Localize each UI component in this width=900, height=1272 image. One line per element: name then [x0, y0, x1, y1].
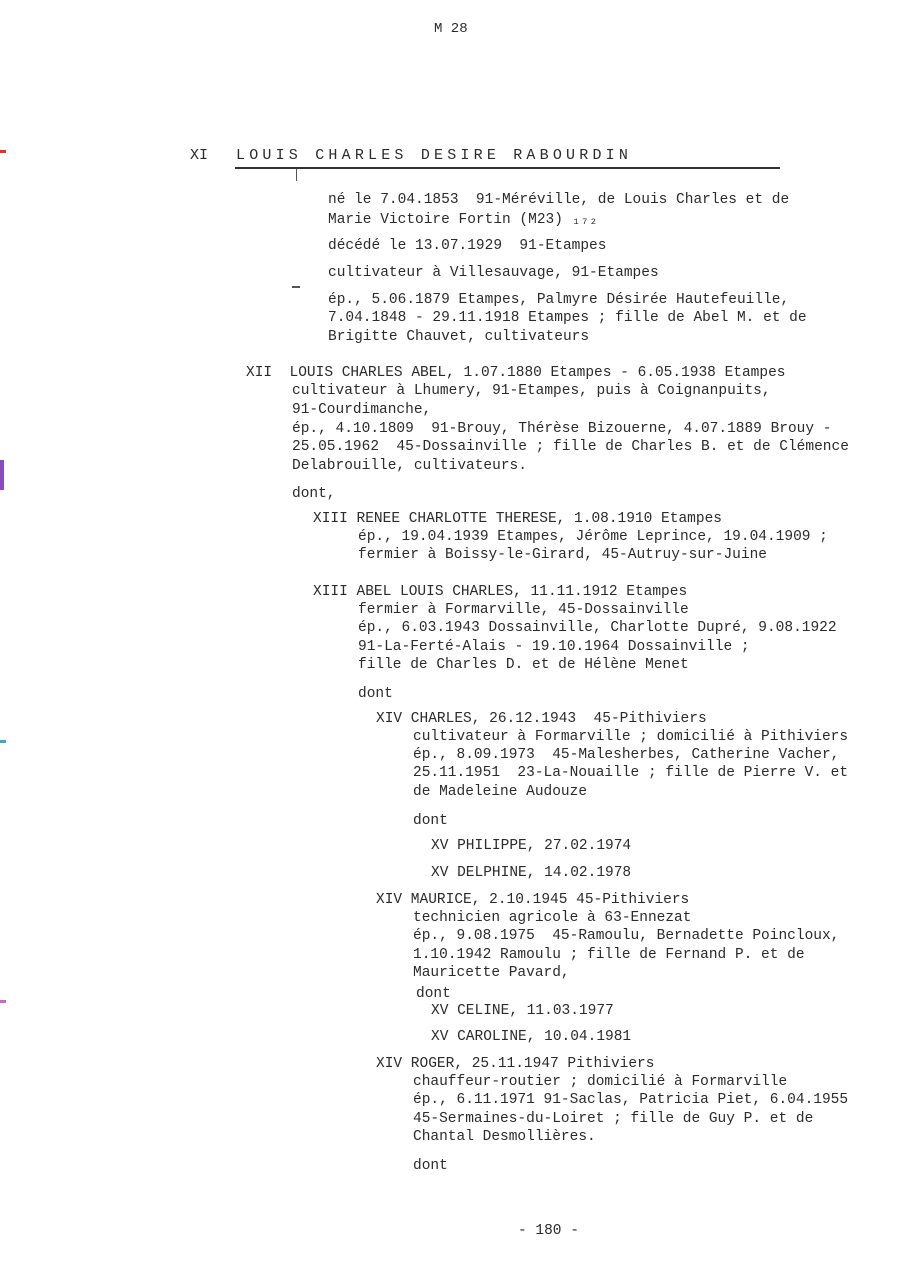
text-line: XIV MAURICE, 2.10.1945 45-Pithiviers [376, 892, 690, 908]
text-line: XII LOUIS CHARLES ABEL, 1.07.1880 Etampes - 6.05.1938 Etampes [246, 365, 786, 381]
text-line: Marie Victoire Fortin (M23) ₁₇₂ [328, 212, 598, 228]
text-line: 25.11.1951 23-La-Nouaille ; fille de Pierre V. et [413, 765, 849, 781]
text-line: dont, [292, 486, 336, 502]
text-line: fermier à Boissy-le-Girard, 45-Autruy-sur-Juine [358, 547, 767, 563]
child-entry: XV PHILIPPE, 27.02.1974 [431, 838, 632, 854]
text-line: Chantal Desmollières. [413, 1129, 596, 1145]
text-line: ép., 19.04.1939 Etampes, Jérôme Leprince, 19.04.1909 ; [358, 529, 828, 545]
text-line: ép., 5.06.1879 Etampes, Palmyre Désirée Hautefeuille, [328, 292, 790, 308]
text-line: dont [416, 986, 451, 1002]
text-line: fermier à Formarville, 45-Dossainville [358, 602, 689, 618]
text-line: décédé le 13.07.1929 91-Etampes [328, 238, 607, 254]
title-tick [296, 169, 297, 181]
scan-artifact [0, 150, 6, 153]
text-line: 91-Courdimanche, [292, 402, 432, 418]
text-line: 45-Sermaines-du-Loiret ; fille de Guy P. et de [413, 1111, 814, 1127]
text-line: Delabrouille, cultivateurs. [292, 458, 527, 474]
scan-artifact [0, 1000, 6, 1003]
child-entry: XV CAROLINE, 10.04.1981 [431, 1029, 632, 1045]
text-line: XIII ABEL LOUIS CHARLES, 11.11.1912 Etampes [313, 584, 688, 600]
page-number: - 180 - [518, 1223, 579, 1239]
scan-artifact [0, 460, 4, 490]
text-line: chauffeur-routier ; domicilié à Formarville [413, 1074, 788, 1090]
title-underline [235, 167, 780, 169]
person-title: LOUIS CHARLES DESIRE RABOURDIN [236, 147, 633, 164]
text-line: né le 7.04.1853 91-Méréville, de Louis Charles et de [328, 192, 790, 208]
text-line: cultivateur à Lhumery, 91-Etampes, puis à Coignanpuits, [292, 383, 771, 399]
text-line: dont [413, 813, 448, 829]
text-line: dont [358, 686, 393, 702]
text-line: cultivateur à Villesauvage, 91-Etampes [328, 265, 659, 281]
text-line: technicien agricole à 63-Ennezat [413, 910, 692, 926]
text-line: ép., 8.09.1973 45-Malesherbes, Catherine Vacher, [413, 747, 840, 763]
text-line: Brigitte Chauvet, cultivateurs [328, 329, 590, 345]
text-line: XIV CHARLES, 26.12.1943 45-Pithiviers [376, 711, 707, 727]
text-line: de Madeleine Audouze [413, 784, 588, 800]
text-line: cultivateur à Formarville ; domicilié à Pithiviers [413, 729, 849, 745]
text-line: 1.10.1942 Ramoulu ; fille de Fernand P. et de [413, 947, 805, 963]
generation-number: XI [190, 147, 209, 164]
text-line: 25.05.1962 45-Dossainville ; fille de Charles B. et de Clémence [292, 439, 849, 455]
text-line: ép., 4.10.1809 91-Brouy, Thérèse Bizouerne, 4.07.1889 Brouy - [292, 421, 832, 437]
margin-mark [292, 286, 300, 288]
scan-artifact [0, 740, 6, 743]
child-entry: XV CELINE, 11.03.1977 [431, 1003, 614, 1019]
text-line: ép., 6.11.1971 91-Saclas, Patricia Piet, 6.04.1955 [413, 1092, 849, 1108]
text-line: 91-La-Ferté-Alais - 19.10.1964 Dossainville ; [358, 639, 750, 655]
text-line: dont [413, 1158, 448, 1174]
text-line: XIII RENEE CHARLOTTE THERESE, 1.08.1910 Etampes [313, 511, 722, 527]
page-reference: M 28 [434, 21, 468, 37]
text-line: ép., 6.03.1943 Dossainville, Charlotte Dupré, 9.08.1922 [358, 620, 837, 636]
text-line: XIV ROGER, 25.11.1947 Pithiviers [376, 1056, 655, 1072]
text-line: Mauricette Pavard, [413, 965, 570, 981]
text-line: ép., 9.08.1975 45-Ramoulu, Bernadette Poincloux, [413, 928, 840, 944]
text-line: 7.04.1848 - 29.11.1918 Etampes ; fille de Abel M. et de [328, 310, 807, 326]
child-entry: XV DELPHINE, 14.02.1978 [431, 865, 632, 881]
text-line: fille de Charles D. et de Hélène Menet [358, 657, 689, 673]
